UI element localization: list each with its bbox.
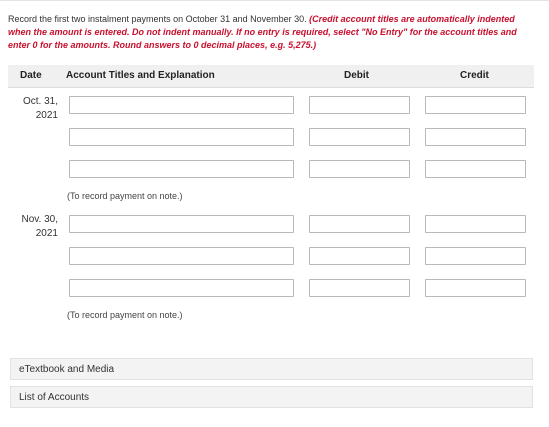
debit-input[interactable]	[309, 247, 410, 265]
header-account-titles: Account Titles and Explanation	[66, 70, 215, 81]
instructions-note: (Credit account titles are automatically indented when the amount is entered. Do not indent manually. If no entry is required, select "No Entry" for the account titles and enter 0 for the amounts. Round answers to 0 decimal places, e.g. 5,275.)	[8, 14, 517, 50]
credit-input[interactable]	[425, 96, 526, 114]
account-title-input[interactable]	[69, 96, 294, 114]
list-of-accounts-label: List of Accounts	[19, 392, 90, 403]
etextbook-media-label: eTextbook and Media	[19, 364, 115, 375]
credit-input[interactable]	[425, 215, 526, 233]
credit-input[interactable]	[425, 279, 526, 297]
entry-date-line1: Oct. 31,	[22, 96, 58, 107]
debit-input[interactable]	[309, 128, 410, 146]
instructions-text: Record the first two instalment payments on October 31 and November 30.	[8, 14, 310, 24]
account-title-input[interactable]	[69, 128, 294, 146]
entry-explanation: (To record payment on note.)	[67, 191, 183, 201]
entry-date	[23, 95, 58, 123]
instructions	[8, 13, 538, 52]
credit-input[interactable]	[425, 247, 526, 265]
list-of-accounts-panel[interactable]	[10, 386, 533, 408]
journal-table-header	[8, 65, 534, 88]
debit-input[interactable]	[309, 279, 410, 297]
entry-date-line2: 2021	[35, 228, 58, 239]
header-date: Date	[20, 70, 42, 81]
account-title-input[interactable]	[69, 247, 294, 265]
credit-input[interactable]	[425, 128, 526, 146]
debit-input[interactable]	[309, 215, 410, 233]
account-title-input[interactable]	[69, 215, 294, 233]
account-title-input[interactable]	[69, 279, 294, 297]
top-divider	[0, 0, 549, 1]
header-credit: Credit	[460, 70, 489, 81]
etextbook-media-panel[interactable]	[10, 358, 533, 380]
entry-date-line2: 2021	[35, 110, 58, 121]
account-title-input[interactable]	[69, 160, 294, 178]
header-debit: Debit	[344, 70, 369, 81]
entry-explanation: (To record payment on note.)	[67, 310, 183, 320]
entry-date	[22, 213, 59, 241]
debit-input[interactable]	[309, 160, 410, 178]
debit-input[interactable]	[309, 96, 410, 114]
credit-input[interactable]	[425, 160, 526, 178]
entry-date-line1: Nov. 30,	[21, 214, 58, 225]
